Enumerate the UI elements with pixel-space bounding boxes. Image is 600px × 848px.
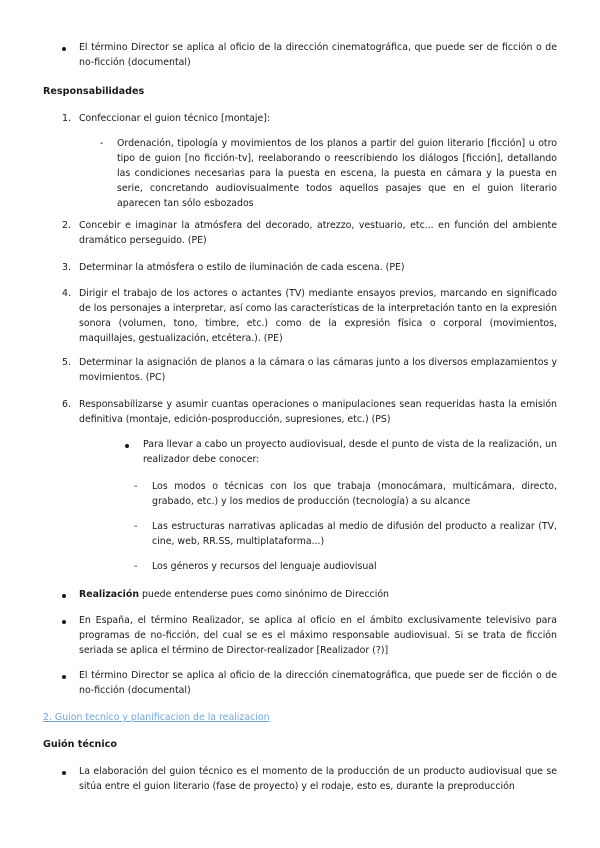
item-1-number: 1.: [62, 113, 71, 124]
dash-marker: -: [134, 481, 138, 492]
item-1-subitem: Ordenación, tipología y movimientos de los planos a partir del guion literario [ficción] u otro tipo de guion [no ficción-tv], reelaborando o reescribiendo los diálogos [ficción], detallando las condiciones necesarias para la puesta en escena, la puesta en cámara y la puesta en serie, concretando audiovisualmente todos aquellos pasajes que en el guion literario aparecen tan sólo esbozados: [117, 138, 557, 209]
bullet-dot: [62, 47, 66, 51]
item-3-number: 3.: [62, 262, 71, 273]
item-4-text: Dirigir el trabajo de los actores o actantes (TV) mediante ensayos previos, marcando en significado de los personajes a interpretar, así como las características de la interpretación tanto en la expresión sonora (volumen, tono, timbre, etc.) como de la expresión física o corporal (movimientos, maquillajes, gestualización, etcétera.). (PE): [79, 288, 557, 344]
bullet-dot: [62, 594, 66, 598]
item-6-subitem: Los géneros y recursos del lenguaje audiovisual: [152, 561, 377, 572]
bullet-dot: [62, 771, 66, 775]
realizacion-bold: Realización: [79, 589, 139, 600]
item-1-text: Confeccionar el guion técnico [montaje]:: [79, 113, 271, 124]
espana-bullet: En España, el término Realizador, se aplica al oficio en el ámbito exclusivamente televisivo para programas de no-ficción, del cual se es el máximo responsable audiovisual. Si se trata de ficción seriada se aplica el término de Director-realizador [Realizador (?)]: [79, 615, 557, 656]
dash-marker: -: [134, 521, 138, 532]
dash-marker: -: [134, 561, 138, 572]
dash-marker: -: [100, 138, 104, 149]
item-2-number: 2.: [62, 220, 71, 231]
responsabilidades-heading: Responsabilidades: [43, 86, 145, 97]
item-2-text: Concebir e imaginar la atmósfera del decorado, atrezzo, vestuario, etc... en función del ambiente dramático perseguido. (PE): [79, 220, 557, 246]
section-2-link[interactable]: 2. Guion tecnico y planificacion de la realizacion: [43, 712, 270, 723]
item-5-text: Determinar la asignación de planos a la cámara o las cámaras junto a los diversos emplazamientos y movimientos. (PC): [79, 357, 557, 383]
item-6-subitem: Los modos o técnicas con los que trabaja (monocámara, multicámara, directo, grabado, etc.) y los medios de producción (tecnología) a su alcance: [152, 481, 557, 507]
item-6-text: Responsabilizarse y asumir cuantas operaciones o manipulaciones sean requeridas hasta la emisión definitiva (montaje, edición-posproducción, supresiones, etc.) (PS): [79, 399, 557, 425]
realizacion-rest: puede entenderse pues como sinónimo de Dirección: [139, 589, 389, 600]
item-5-number: 5.: [62, 357, 71, 368]
item-4-number: 4.: [62, 288, 71, 299]
guion-tecnico-bullet: La elaboración del guion técnico es el momento de la producción de un producto audiovisual que se sitúa entre el guion literario (fase de proyecto) y el rodaje, esto es, durante la preproducción: [79, 766, 557, 792]
bullet-dot: [62, 675, 66, 679]
item-6-subitem: Las estructuras narrativas aplicadas al medio de difusión del producto a realizar (TV, cine, web, RR.SS, multiplataforma...): [152, 521, 557, 547]
item-3-text: Determinar la atmósfera o estilo de iluminación de cada escena. (PE): [79, 262, 405, 273]
item-6-number: 6.: [62, 399, 71, 410]
bullet-dot: [62, 620, 66, 624]
top-bullet-text: El término Director se aplica al oficio de la dirección cinematográfica, que puede ser de ficción o de no-ficción (documental): [79, 42, 557, 68]
realizacion-bullet: [79, 587, 557, 602]
director-bullet: El término Director se aplica al oficio de la dirección cinematográfica, que puede ser de ficción o de no-ficción (documental): [79, 670, 557, 696]
guion-tecnico-heading: Guión técnico: [43, 739, 117, 750]
bullet-dot: [125, 444, 129, 448]
item-6-bullet: Para llevar a cabo un proyecto audiovisual, desde el punto de vista de la realización, un realizador debe conocer:: [143, 439, 557, 465]
